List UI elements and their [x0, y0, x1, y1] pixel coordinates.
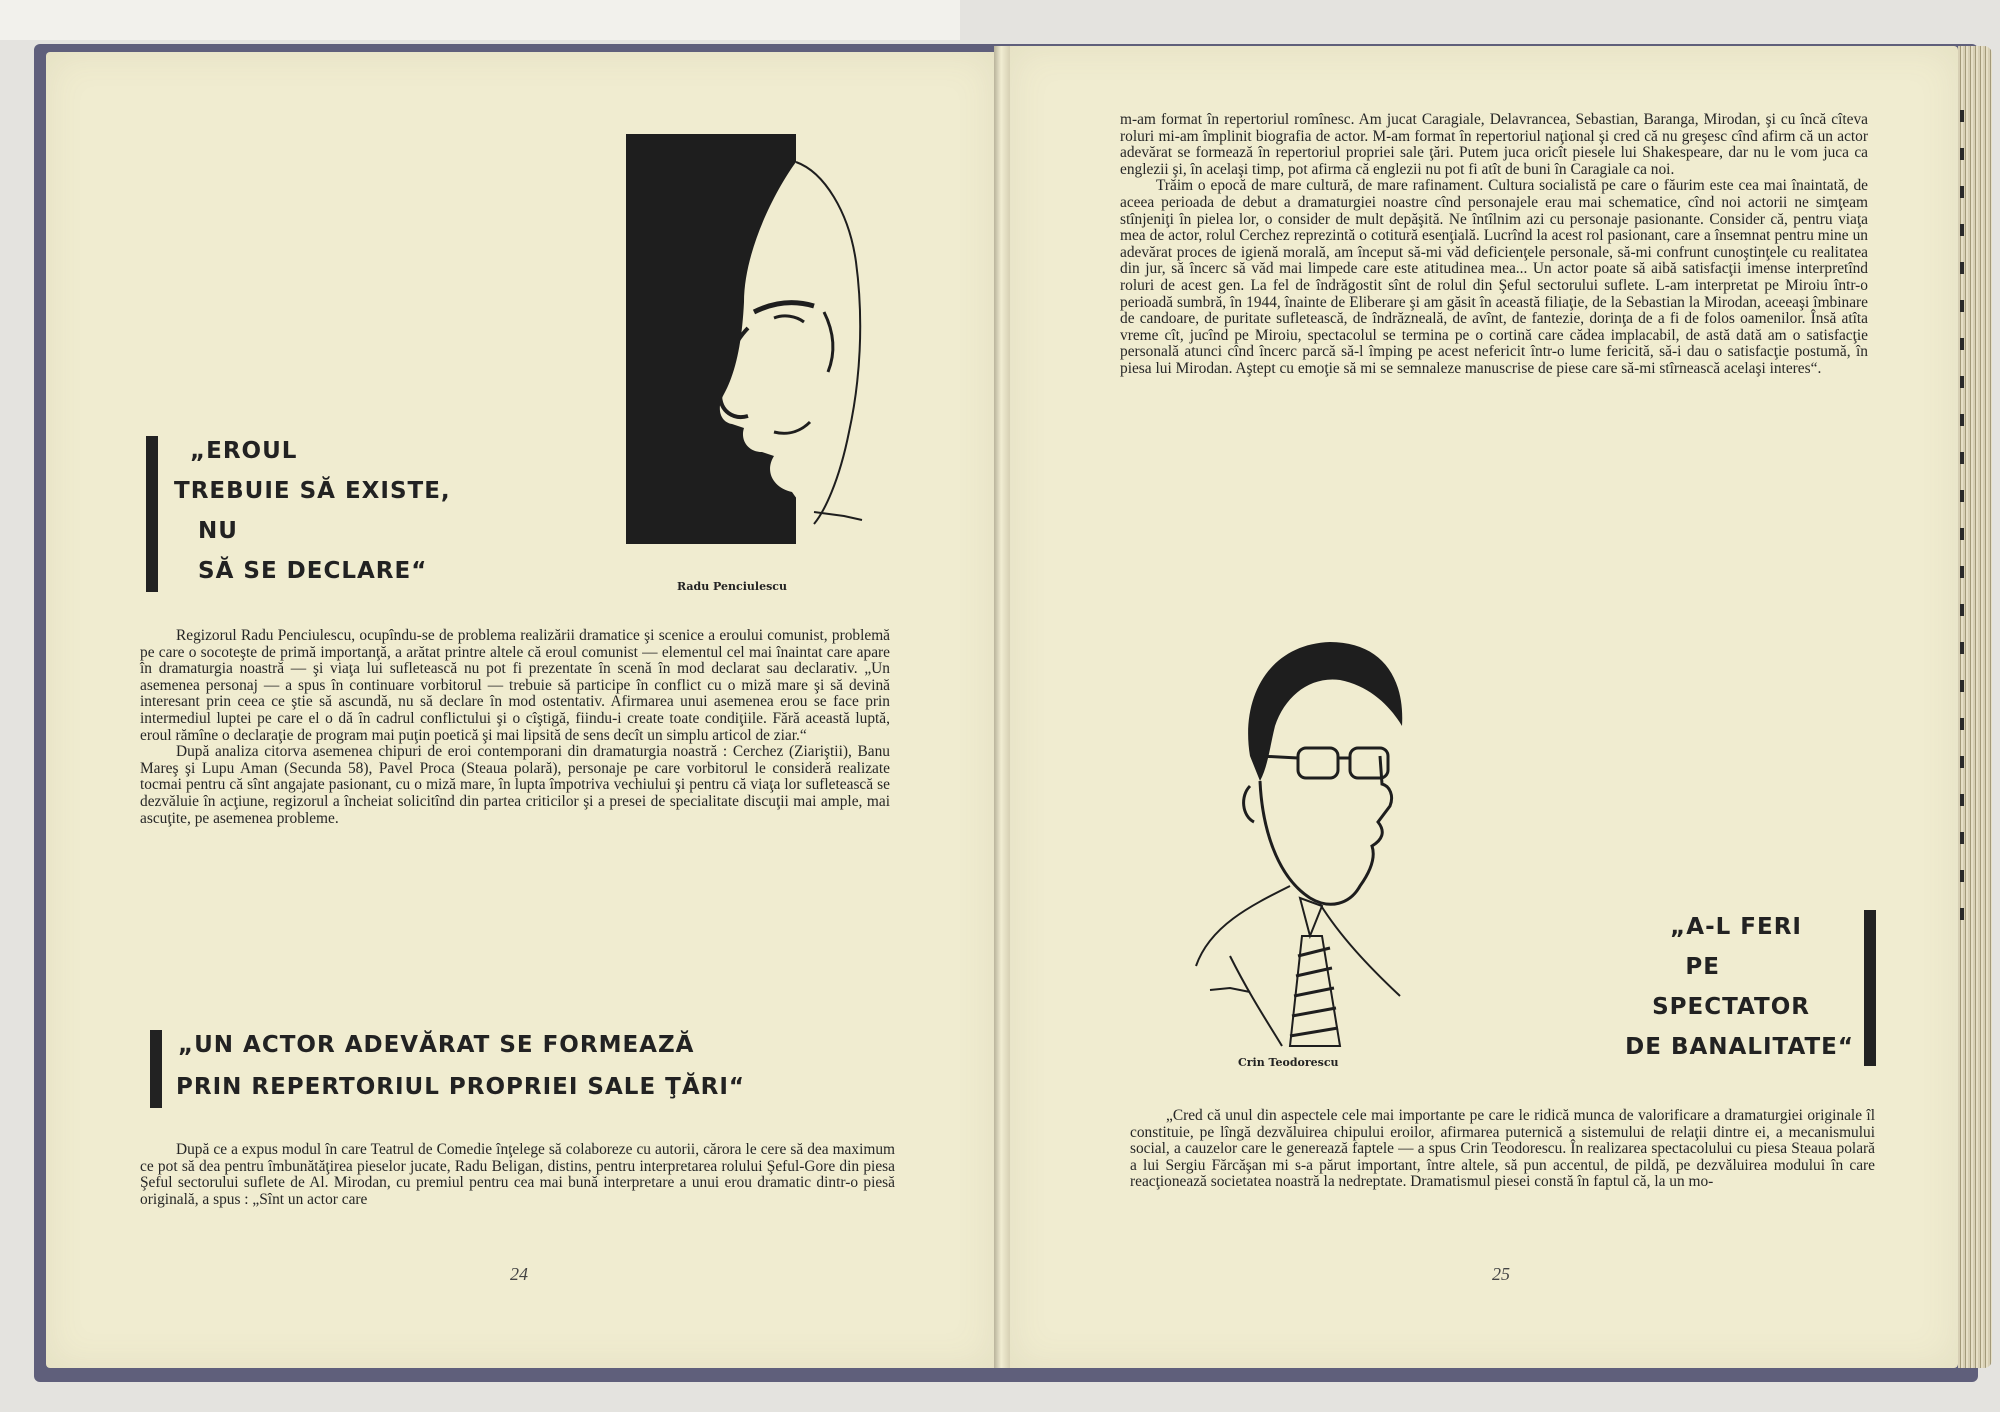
heading-line: „A-L FERI	[1670, 914, 1802, 940]
article-body-teodorescu	[1130, 1108, 1875, 1191]
heading-line: PE	[1685, 954, 1720, 980]
heading-line: DE BANALITATE“	[1625, 1034, 1854, 1060]
scan-background-sheet	[0, 0, 960, 40]
paragraph: După ce a expus modul în care Teatrul de Comedie înţelege să colaboreze cu autorii, cărora le cere să dea maximum ce pot să dea pentru îmbunătăţirea pieselor jucate, Radu Beligan, distins, pentru interpretarea rolului Şeful-Gore din piesa Şeful sectorului suflete de Al. Mirodan, cu premiul pentru cea mai bună interpretare a unui erou dramatic dintr-o piesă originală, a spus : „Sînt un actor care	[140, 1141, 895, 1208]
book-gutter	[994, 46, 1010, 1368]
portrait-caption-teodorescu: Crin Teodorescu	[1238, 1056, 1339, 1069]
heading-line: SĂ SE DECLARE“	[198, 558, 428, 584]
caricature-radu-penciulescu-icon	[624, 132, 880, 552]
paragraph: Regizorul Radu Penciulescu, ocupîndu-se de problema realizării dramatice şi scenice a eroului comunist, problemă pe care o socoteşte de primă importanţă, a arătat printre altele că eroul comunist — elementul cel mai înaintat care apare în dramaturgia noastră — şi viaţa lui sufletească nu pot fi prezentate în scenă în mod declarat sau declarativ. „Un asemenea personaj — a spus în continuare vorbitorul — trebuie să participe în conflict cu o miză mare şi să devină interesant prin ceea ce ştie să ascundă, nu să declare în mod ostentativ. Afirmarea unui asemenea erou se face prin intermediul luptei pe care el o dă în cadrul conflictului şi o cîştigă, fiindu-i create toate condiţiile. Fără această luptă, eroul rămîne o declaraţie de program mai puţin poetică şi mai lipsită de sens decît un simplu articol de ziar.“	[140, 627, 890, 744]
paragraph: După analiza citorva asemenea chipuri de eroi contemporani din dramaturgia noastră : Cerchez (Ziariştii), Banu Mareş şi Lupu Aman (Secunda 58), Pavel Proca (Steaua polară), personaje pe care vorbitorul le consideră realizate tocmai pentru că sînt angajate pasionant, cu o miză mare, în lupta împotriva vechiului şi pentru că viaţa lor sufletească se dezvăluie în acţiune, regizorul a încheiat solicitînd din partea criticilor şi a presei de specialitate discuţii mai ample, mai ascuţite, pe asemenea probleme.	[140, 743, 890, 827]
heading-bar	[146, 436, 158, 592]
portrait-caption-penciulescu: Radu Penciulescu	[677, 580, 787, 593]
page-edge-marks	[1960, 110, 1968, 890]
heading-line: „EROUL	[190, 438, 298, 464]
heading-line: SPECTATOR	[1652, 994, 1810, 1020]
heading-bar	[1864, 910, 1876, 1066]
page-number-right: 25	[1492, 1264, 1510, 1284]
heading-line: „UN ACTOR ADEVĂRAT SE FORMEAZĂ	[178, 1032, 695, 1058]
page-number-left: 24	[510, 1264, 528, 1284]
heading-eroul-trebuie-sa-existe	[146, 436, 451, 596]
paragraph: Trăim o epocă de mare cultură, de mare rafinament. Cultura socialistă pe care o făurim este cea mai înaintată, de aceea perioada de debut a dramaturgiei noastre cînd personajele erau mai schematice, cînd noi actorii ne simţeam stînjeniţi în pielea lor, o consider de mult depăşită. Ne întîlnim azi cu personaje pasionante. Consider că, pentru viaţa mea de actor, rolul Cerchez reprezintă o cotitură esenţială. Lucrînd la acest rol pasionant, care a însemnat pentru mine un adevărat proces de igienă morală, am început să-mi văd deficienţele personale, să-mi confrunt cunoştinţele cu realitatea din jur, să încerc să văd mai limpede care este atitudinea mea... Un actor poate să aibă satisfacţii imense interpretînd roluri de acest gen. La fel de îndrăgostit sînt de rolul din Şeful sectorului suflete. L-am interpretat pe Miroiu într-o perioadă sumbră, în 1944, înainte de Eliberare şi am găsit în această filiaţie, de la Sebastian la Mirodan, aceeaşi îmbinare de candoare, de puritate sufletească, de îndrăzneală, de avînt, de fantezie, dorinţa de a fi de folos oamenilor. Însă atîta vreme cît, jucînd pe Miroiu, spectacolul se termina pe o cortină care cădea implacabil, de astă dată am o satisfacţie personală atunci cînd încerc parcă să-l împing pe acest nefericit într-o lume fericită, să-i dau o satisfacţie postumă, în piesa lui Mirodan. Aştept cu emoţie să mi se semnaleze manuscrise de piese care să-mi stîrnească acelaşi interes“.	[1120, 177, 1868, 377]
heading-un-actor-adevarat	[150, 1030, 750, 1110]
heading-a-l-feri-pe-spectator	[1620, 910, 1880, 1070]
article-body-beligan	[140, 1142, 895, 1208]
heading-bar	[150, 1030, 162, 1108]
heading-line: PRIN REPERTORIUL PROPRIEI SALE ŢĂRI“	[176, 1074, 746, 1100]
caricature-crin-teodorescu-icon	[1190, 636, 1420, 1056]
article-body-beligan-continued	[1120, 112, 1868, 378]
paragraph: „Cred că unul din aspectele cele mai importante pe care le ridică munca de valorificare a dramaturgiei originale îl constituie, pe lîngă dezvăluirea chipului eroilor, afirmarea puternică a sistemului de relaţii dintre ei, a mecanismului social, a cauzelor care le generează faptele — a spus Crin Teodorescu. În realizarea spectacolului cu piesa Steaua polară a lui Sergiu Fărcăşan mi s-a părut important, între altele, să pun accentul, de pildă, pe dezvăluirea modului în care reacţionează societatea noastră la nedreptate. Dramatismul piesei constă în faptul că, la un mo-	[1130, 1107, 1875, 1191]
heading-line: TREBUIE SĂ EXISTE,	[174, 478, 451, 504]
paragraph: m-am format în repertoriul romînesc. Am jucat Caragiale, Delavrancea, Sebastian, Baranga, Mirodan, şi cu încă cîteva roluri mi-am împlinit biografia de actor. M-am format în repertoriul naţional şi cred că nu greşesc cînd afirm că un actor adevărat se formează în repertoriul propriei sale ţări. Putem juca oricît piesele lui Shakespeare, dar nu le vom juca ca englezii şi, în acelaşi timp, pot afirma că englezii nu pot fi atît de buni în Caragiale ca noi.	[1120, 111, 1868, 178]
article-body-penciulescu	[140, 628, 890, 827]
heading-line: NU	[198, 518, 238, 544]
